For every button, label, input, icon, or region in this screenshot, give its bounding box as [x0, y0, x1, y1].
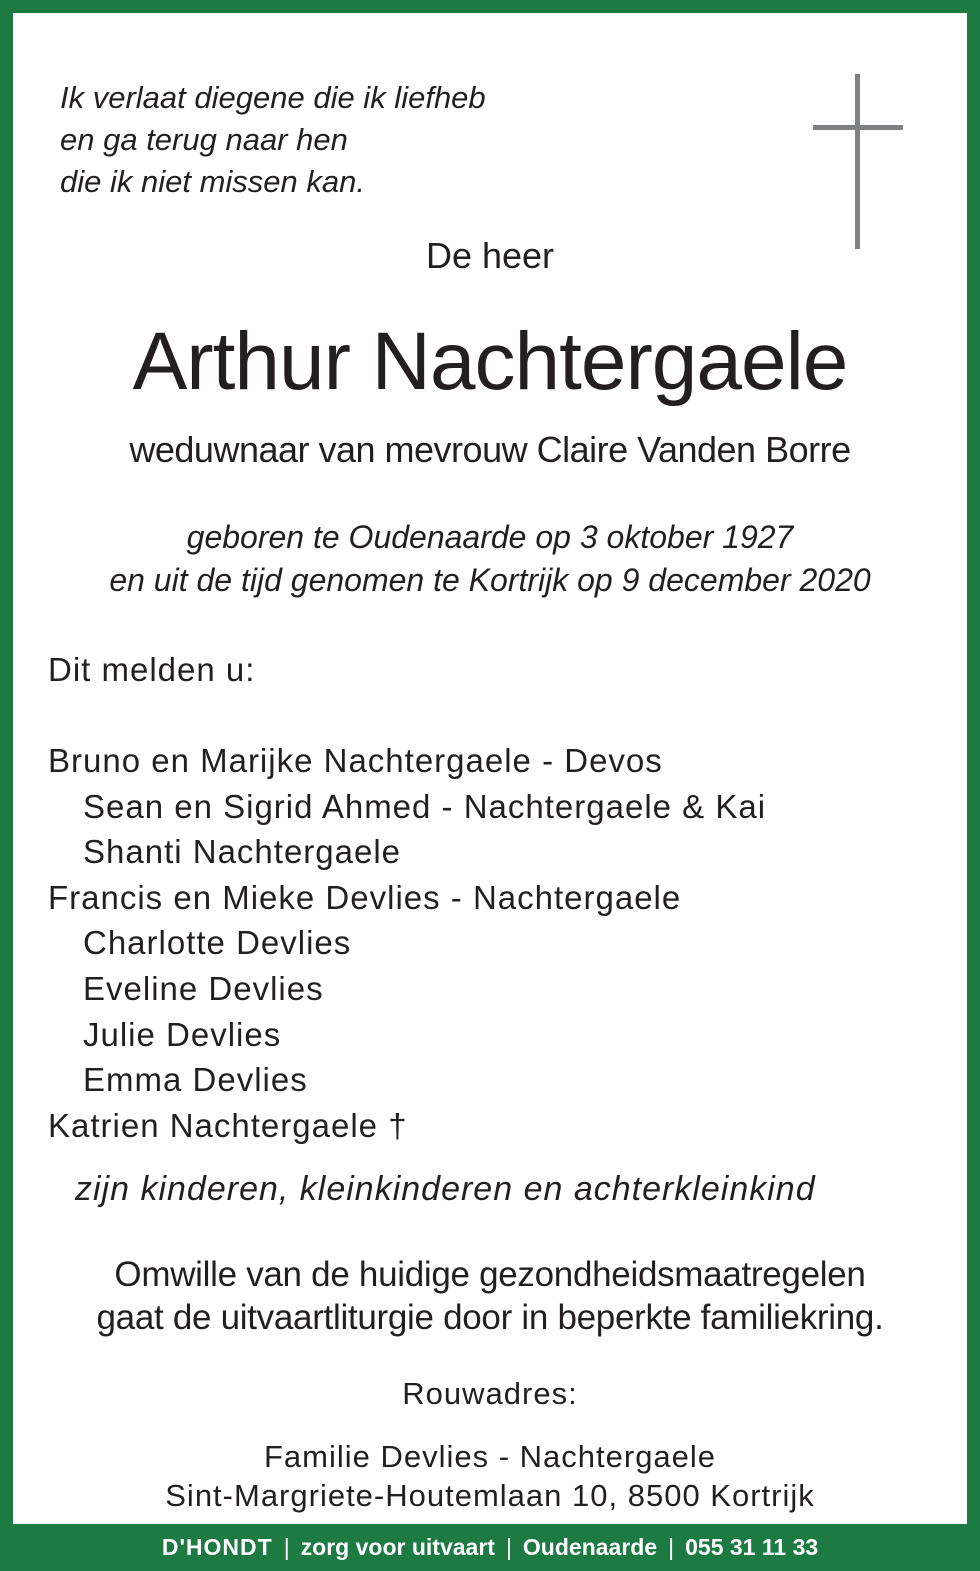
family-member: Eveline Devlies — [83, 969, 324, 1007]
cross-icon — [813, 74, 903, 249]
death-line: en uit de tijd genomen te Kortrijk op 9 december 2020 — [109, 562, 871, 598]
separator: | — [505, 1534, 512, 1560]
widow-of: weduwnaar van mevrouw Claire Vanden Borre — [129, 429, 851, 470]
deceased-title: De heer — [425, 235, 555, 276]
address-street: Sint-Margriete-Houtemlaan 10, 8500 Kortrijk — [165, 1478, 815, 1513]
address-name: Familie Devlies - Nachtergaele — [263, 1439, 717, 1474]
deceased-name: Arthur Nachtergaele — [132, 316, 848, 407]
family-member: Francis en Mieke Devlies - Nachtergaele — [48, 878, 682, 916]
family-member: Sean en Sigrid Ahmed - Nachtergaele & Kai — [83, 787, 767, 825]
brand-logo: D'HONDT — [161, 1534, 273, 1560]
relation-line: zijn kinderen, kleinkinderen en achterkleinkind — [75, 1170, 816, 1208]
family-member: Emma Devlies — [83, 1061, 308, 1099]
family-member: Shanti Nachtergaele — [83, 833, 402, 871]
separator: | — [283, 1534, 290, 1560]
family-member: Bruno en Marijke Nachtergaele - Devos — [48, 742, 663, 779]
poem-line-2: en ga terug naar hen — [60, 122, 348, 157]
family-member: Katrien Nachtergaele † — [48, 1106, 408, 1144]
family-member: Julie Devlies — [83, 1015, 282, 1053]
mourning-address-label: Rouwadres: — [402, 1376, 578, 1411]
poem — [60, 77, 486, 203]
poem-line-1: Ik verlaat diegene die ik liefheb — [60, 80, 486, 115]
life-dates — [0, 516, 980, 602]
notice-line-1: Omwille van de huidige gezondheidsmaatregelen — [114, 1255, 866, 1294]
tagline: zorg voor uitvaart — [300, 1534, 495, 1560]
birth-line: geboren te Oudenaarde op 3 oktober 1927 — [186, 519, 794, 555]
phone-number: 055 31 11 33 — [685, 1534, 819, 1560]
funeral-notice — [0, 1253, 980, 1339]
footer-bar — [0, 1524, 980, 1571]
notice-line-2: gaat de uitvaartliturgie door in beperkte familiekring. — [96, 1298, 884, 1337]
family-member: Charlotte Devlies — [83, 924, 352, 962]
mourning-address — [0, 1437, 980, 1515]
poem-line-3: die ik niet missen kan. — [60, 164, 365, 199]
family-list — [48, 738, 766, 1148]
announcers-intro: Dit melden u: — [48, 651, 256, 688]
separator: | — [668, 1534, 675, 1560]
city: Oudenaarde — [522, 1534, 658, 1560]
